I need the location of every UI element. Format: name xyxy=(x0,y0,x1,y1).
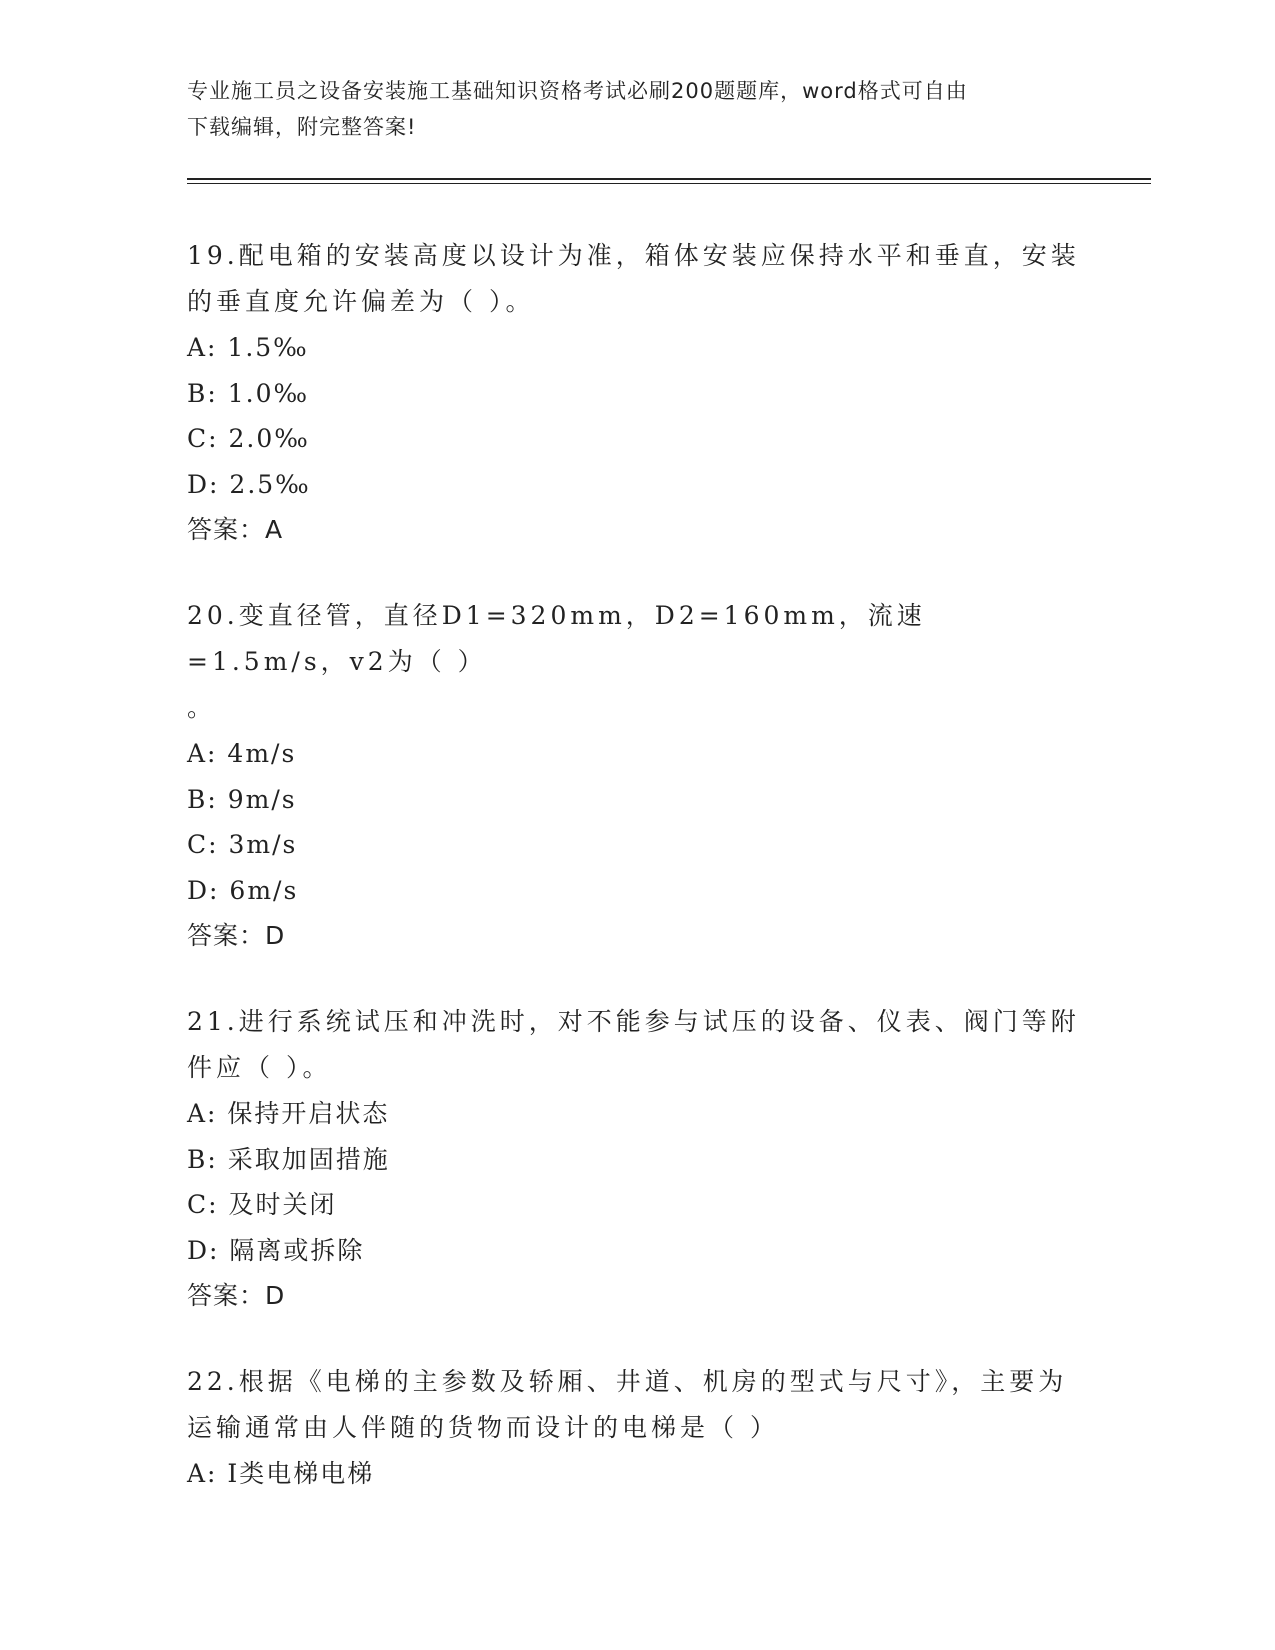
option-b: B: 采取加固措施 xyxy=(187,1144,390,1174)
option-a: A: Ⅰ类电梯电梯 xyxy=(187,1459,375,1488)
option-d: D: 6m/s xyxy=(187,875,299,905)
question-stem: 20.变直径管，直径D1=320mm，D2=160mm，流速=1.5m/s，v2为（ ） xyxy=(187,601,926,676)
option-c: C: 及时关闭 xyxy=(187,1190,337,1219)
question-stem: 22.根据《电梯的主参数及轿厢、井道、机房的型式与尺寸》，主要为 xyxy=(187,1367,1068,1396)
question-19 xyxy=(187,233,1087,553)
question-list xyxy=(187,233,1087,1497)
question-stem-continued: 。 xyxy=(187,693,217,722)
spacer xyxy=(187,553,1087,593)
option-d: D: 隔离或拆除 xyxy=(187,1235,365,1265)
answer-label: 答案：D xyxy=(187,1281,286,1310)
question-stem-continued: 的垂直度允许偏差为（ ）。 xyxy=(187,287,535,316)
question-stem-continued: 件应（ ）。 xyxy=(187,1053,332,1082)
option-b: B: 9m/s xyxy=(187,784,297,814)
answer-label: 答案：A xyxy=(187,515,284,544)
option-a: A: 保持开启状态 xyxy=(187,1099,390,1128)
option-b: B: 1.0‰ xyxy=(187,378,310,408)
option-a: A: 4m/s xyxy=(187,739,297,768)
header-line-1: 专业施工员之设备安装施工基础知识资格考试必刷200题题库，word格式可自由 xyxy=(187,79,968,103)
question-stem: 19.配电箱的安装高度以设计为准，箱体安装应保持水平和垂直，安装 xyxy=(187,241,1080,270)
spacer xyxy=(187,1319,1087,1359)
header-divider-thin xyxy=(187,183,1151,184)
question-stem-continued: 运输通常由人伴随的货物而设计的电梯是（ ） xyxy=(187,1413,779,1442)
answer-label: 答案：D xyxy=(187,921,286,950)
document-header xyxy=(187,73,1087,145)
spacer xyxy=(187,959,1087,999)
question-21 xyxy=(187,999,1087,1319)
header-line-2: 下载编辑，附完整答案! xyxy=(187,115,417,139)
header-divider-thick xyxy=(187,178,1151,180)
option-c: C: 2.0‰ xyxy=(187,424,310,453)
option-a: A: 1.5‰ xyxy=(187,333,309,362)
question-20 xyxy=(187,593,1087,959)
option-c: C: 3m/s xyxy=(187,830,298,859)
question-22 xyxy=(187,1359,1087,1497)
option-d: D: 2.5‰ xyxy=(187,469,311,499)
question-stem: 21.进行系统试压和冲洗时，对不能参与试压的设备、仪表、阀门等附 xyxy=(187,1007,1080,1036)
